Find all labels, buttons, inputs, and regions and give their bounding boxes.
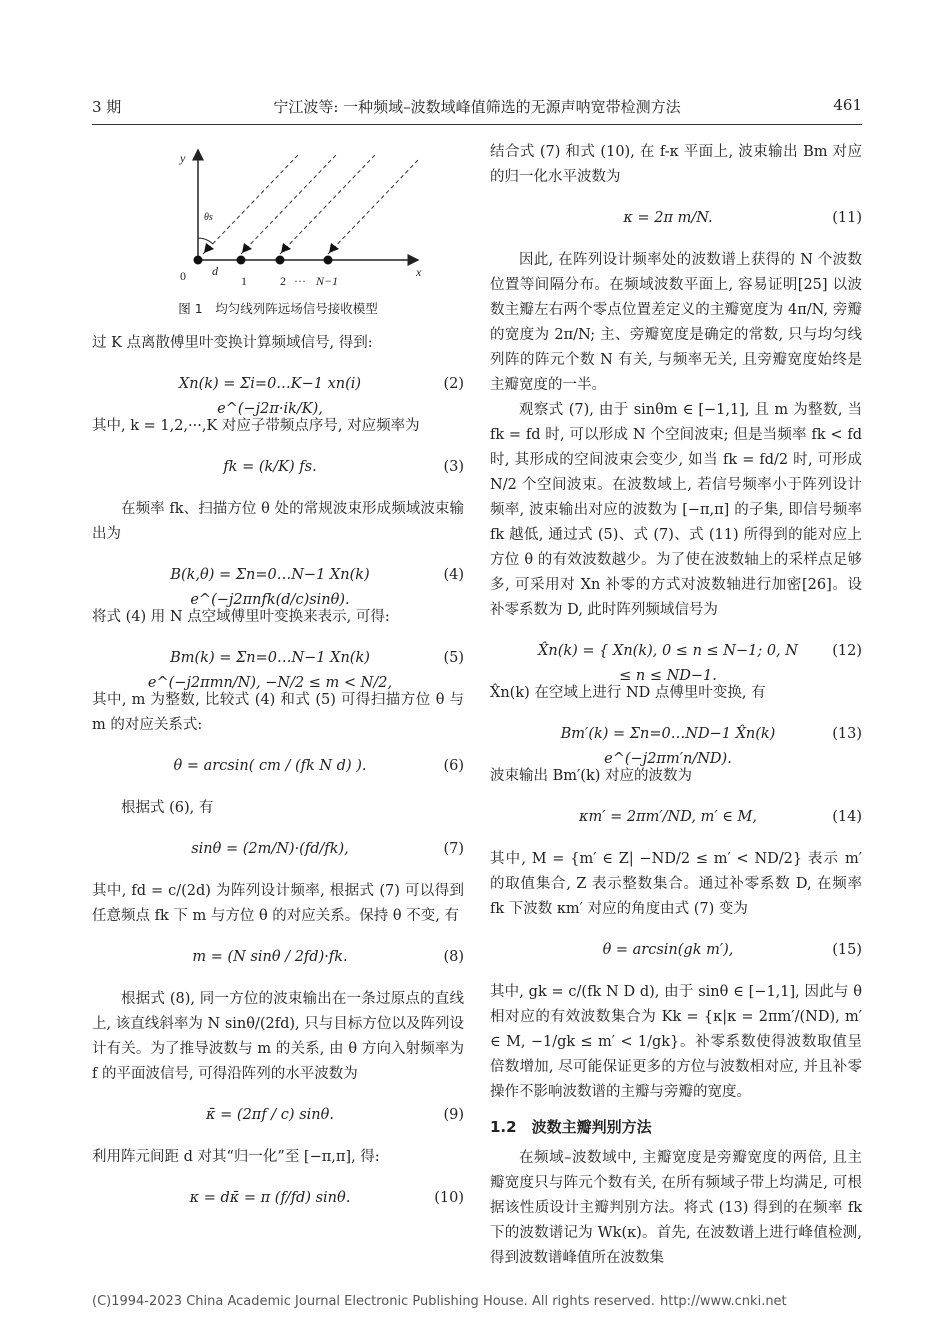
paragraph: 其中, k = 1,2,···,K 对应子带频点序号, 对应频率为 xyxy=(92,418,420,434)
equation-14 xyxy=(490,793,862,843)
paragraph: 观察式 (7), 由于 sinθm ∈ [−1,1], 且 m 为整数, 当 fk = fd 时, 可以形成 N 个空间波束; 但是当频率 fk < fd 时, 其形成的空间波束会变少, 如当 fk = fd/2 时, 可形成 N/2 个空间波束。在波数域上, 若信号频率小于阵列设计频率, 波束输出对应的波数为 [−π,π] 的子集, 即信号频率 fk 越低, 通过式 (5)、式 (7)、式 (11) 所得到的能对应上方位 θ 的有效波数越少。为了使在波数轴上的采样点足够多, 可采用对 Xn 补零的方式对波数轴进行加密[26]。设补零系数为 D, 此时阵列频域信号为 xyxy=(490,402,862,618)
equation-body: θ = arcsin(gk m′), xyxy=(602,942,734,958)
equation-body: κ = dκ̄ = π (f/fd) sinθ. xyxy=(189,1190,351,1206)
paragraph: 结合式 (7) 和式 (10), 在 f-κ 平面上, 波束输出 Bm 对应的归一化水平波数为 xyxy=(490,144,862,185)
equation-13 xyxy=(490,710,862,767)
equation-3 xyxy=(92,443,464,493)
element-n-label: N−1 xyxy=(316,274,339,288)
equation-body: m = (N sinθ / 2fd)·fk. xyxy=(192,949,348,965)
incident-wave-rays xyxy=(203,155,418,254)
paragraph: 波束输出 Bm′(k) 对应的波数为 xyxy=(490,768,693,784)
equation-body: Bm(k) = Σn=0…N−1 Xn(k) e^(−j2πmn/N), −N/2 ≤ m < N/2, xyxy=(147,650,393,691)
equation-number: (5) xyxy=(443,650,464,666)
right-column xyxy=(490,140,862,1271)
equation-2 xyxy=(92,360,464,417)
figure-1-diagram xyxy=(128,140,428,290)
issue-number: 3 期 xyxy=(92,98,122,116)
equation-number: (6) xyxy=(443,758,464,774)
running-title: 宁江波等: 一种频域–波数域峰值筛选的无源声呐宽带检测方法 xyxy=(273,98,681,116)
origin-label: 0 xyxy=(180,269,186,283)
equation-5 xyxy=(92,634,464,691)
equation-number: (7) xyxy=(443,841,464,857)
equation-10 xyxy=(92,1174,464,1224)
spacing-label: d xyxy=(212,264,218,278)
ellipsis-label: ··· xyxy=(294,274,306,288)
paragraph: 其中, m 为整数, 比较式 (4) 和式 (5) 可得扫描方位 θ 与 m 的对应关系式: xyxy=(92,692,464,733)
paragraph: 其中, gk = c/(fk N D d), 由于 sinθ ∈ [−1,1], 因此与 θ 相对应的有效波数集合为 Kk = {κ|κ = 2πm′/(ND), m′ ∈ M, −1/gk ≤ m′ < 1/gk}。补零系数使得波数取值呈倍数增加, 尽可能保证更多的方位与波数相对应, 并且补零操作不影响波数谱的主瓣与旁瓣的宽度。 xyxy=(490,984,862,1100)
equation-body: B(k,θ) = Σn=0…N−1 Xn(k) e^(−j2πnfk(d/c)sinθ). xyxy=(170,567,370,608)
equation-number: (10) xyxy=(434,1190,464,1206)
paragraph: 将式 (4) 用 N 点空域傅里叶变换来表示, 可得: xyxy=(92,609,390,625)
equation-number: (2) xyxy=(443,376,464,392)
equation-number: (4) xyxy=(443,567,464,583)
equation-body: Xn(k) = Σi=0…K−1 xn(i) e^(−j2π·ik/K), xyxy=(178,376,362,417)
equation-7 xyxy=(92,825,464,875)
equation-body: κ̄ = (2πf / c) sinθ. xyxy=(206,1107,334,1123)
equation-number: (9) xyxy=(443,1107,464,1123)
page-number: 461 xyxy=(833,96,862,114)
header-rule xyxy=(92,124,862,125)
angle-arc xyxy=(198,238,213,244)
equation-15 xyxy=(490,926,862,976)
paragraph: 根据式 (8), 同一方位的波束输出在一条过原点的直线上, 该直线斜率为 N sinθ/(2fd), 只与目标方位以及阵列设计有关。为了推导波数与 m 的关系, 由 θ 方向入射频率为 f 的平面波信号, 可得沿阵列的水平波数为 xyxy=(92,991,464,1082)
equation-6 xyxy=(92,742,464,792)
equation-4 xyxy=(92,551,464,608)
footer-url[interactable]: http://www.cnki.net xyxy=(660,1294,787,1309)
equation-body: sinθ = (2m/N)·(fd/fk), xyxy=(191,841,349,857)
equation-body: κ = 2π m/N. xyxy=(623,210,713,226)
equation-number: (11) xyxy=(832,210,862,226)
figure-1-caption: 图 1 均匀线列阵远场信号接收模型 xyxy=(178,301,378,316)
paragraph: 其中, M = {m′ ∈ Z| −ND/2 ≤ m′ < ND/2} 表示 m′ 的取值集合, Z 表示整数集合。通过补零系数 D, 在频率 fk 下波数 κm′ 对应的角度由式 (7) 变为 xyxy=(490,851,862,917)
paragraph: 因此, 在阵列设计频率处的波数谱上获得的 N 个波数位置等间隔分布。在频域波数平面上, 容易证明[25] 以波数主瓣左右两个零点位置差定义的主瓣宽度为 4π/N, 旁瓣的宽度为 2π/N; 主、旁瓣宽度是确定的常数, 只与均匀线列阵的阵元个数 N 有关, 与频率无关, 且旁瓣宽度始终是主瓣宽度的一半。 xyxy=(490,252,862,393)
theta-label: θs xyxy=(204,212,213,223)
paragraph: X̂n(k) 在空域上进行 ND 点傅里叶变换, 有 xyxy=(490,685,766,701)
x-label: x xyxy=(416,265,422,279)
equation-body: κm′ = 2πm′/ND, m′ ∈ M, xyxy=(578,809,758,825)
paragraph: 在频率 fk、扫描方位 θ 处的常规波束形成频域波束输出为 xyxy=(92,501,464,542)
section-heading: 1.2 波数主瓣判别方法 xyxy=(490,1118,652,1136)
equation-number: (14) xyxy=(832,809,862,825)
equation-12 xyxy=(490,627,862,684)
equation-number: (15) xyxy=(832,942,862,958)
equation-number: (8) xyxy=(443,949,464,965)
equation-body: θ = arcsin( cm / (fk N d) ). xyxy=(173,758,367,774)
footer xyxy=(92,1294,862,1309)
equation-11 xyxy=(490,194,862,244)
y-label: y xyxy=(180,151,186,165)
ray-arrowheads xyxy=(204,243,339,253)
element-2-label: 2 xyxy=(280,274,286,288)
equation-8 xyxy=(92,933,464,983)
equation-number: (12) xyxy=(832,643,862,659)
equation-body: Bm′(k) = Σn=0…ND−1 X̂n(k) e^(−j2πm′n/ND). xyxy=(560,726,776,767)
running-header xyxy=(92,96,862,124)
element-1-label: 1 xyxy=(241,274,247,288)
equation-number: (13) xyxy=(832,726,862,742)
paragraph: 过 K 点离散傅里叶变换计算频域信号, 得到: xyxy=(92,335,373,351)
paragraph: 根据式 (6), 有 xyxy=(121,800,214,816)
copyright-notice: (C)1994-2023 China Academic Journal Electronic Publishing House. All rights reserved. xyxy=(92,1294,655,1309)
equation-body: fk = (k/K) fs. xyxy=(223,459,317,475)
paragraph: 在频域–波数域中, 主瓣宽度是旁瓣宽度的两倍, 且主瓣宽度只与阵元个数有关, 在所有频域子带上均满足, 可根据该性质设计主瓣判别方法。将式 (13) 得到的在频率 fk 下的波数谱记为 Wk(κ)。首先, 在波数谱上进行峰值检测, 得到波数谱峰值所在波数集 xyxy=(490,1150,862,1266)
equation-body: X̂n(k) = { Xn(k), 0 ≤ n ≤ N−1; 0, N ≤ n ≤ ND−1. xyxy=(538,643,798,684)
paragraph: 其中, fd = c/(2d) 为阵列设计频率, 根据式 (7) 可以得到任意频点 fk 下 m 与方位 θ 的对应关系。保持 θ 不变, 有 xyxy=(92,883,464,924)
paragraph: 利用阵元间距 d 对其“归一化”至 [−π,π], 得: xyxy=(92,1149,380,1165)
left-column xyxy=(92,140,464,1228)
equation-9 xyxy=(92,1091,464,1141)
equation-number: (3) xyxy=(443,459,464,475)
